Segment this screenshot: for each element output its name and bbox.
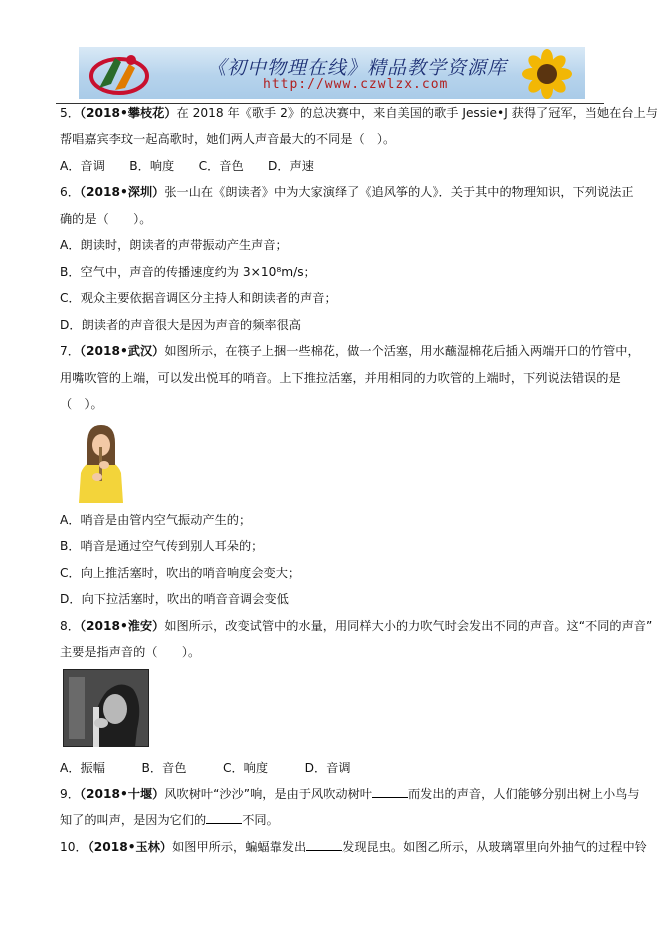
q7-text-3: （ ）。 (60, 397, 103, 411)
q7-option-d: D．向下拉活塞时，吹出的哨音音调会变低 (60, 592, 289, 606)
q9-line1 (60, 786, 640, 802)
q6-number: 6． (60, 185, 80, 199)
q6-line1 (60, 184, 634, 200)
q6-option-d: D．朗读者的声音很大是因为声音的频率很高 (60, 318, 301, 332)
test-tube-blowing-photo (63, 669, 149, 747)
q8-text-1: 如图所示，改变试管中的水量，用同样大小的力吹气时会发出不同的声音。这“不同的声音” (164, 619, 653, 633)
logo-icon (85, 50, 151, 96)
q6-text-2: 确的是（ ）。 (60, 212, 152, 226)
q10-number: 10． (60, 840, 88, 854)
q8-text-2: 主要是指声音的（ ）。 (60, 645, 201, 659)
q9-blank-1 (372, 786, 408, 798)
q9-source: （2018•十堰） (79, 787, 165, 801)
q7-option-b: B．哨音是通过空气传到别人耳朵的； (60, 539, 264, 553)
q7-number: 7． (60, 344, 80, 358)
q10-text-1b: 发现昆虫。如图乙所示，从玻璃罩里向外抽气的过程中铃 (342, 840, 647, 854)
q10-source: （2018•玉林） (87, 840, 173, 854)
q9-text-2a: 知了的叫声，是因为它们的 (60, 813, 207, 827)
q7-source: （2018•武汉） (79, 344, 165, 358)
q7-option-c: C．向上推活塞时，吹出的哨音响度会变大； (60, 566, 301, 580)
q8-source: （2018•淮安） (79, 619, 165, 633)
q6-option-a: A．朗读时，朗读者的声带振动产生声音； (60, 238, 288, 252)
q9-text-1b: 而发出的声音，人们能够分别出树上小鸟与 (407, 787, 640, 801)
header-banner (79, 47, 585, 99)
q6-option-b: B．空气中，声音的传播速度约为 3×10⁸m/s； (60, 265, 316, 279)
q9-text-1a: 风吹树叶“沙沙”响，是由于风吹动树叶 (164, 787, 372, 801)
q5-text-2: 帮唱嘉宾李玟一起高歌时，她们两人声音最大的不同是（ ）。 (60, 132, 396, 146)
q5-text-1: 在 2018 年《歌手 2》的总决赛中，来自美国的歌手 Jessie•J 获得了冠军，当她在台上与 (176, 106, 658, 120)
q9-blank-2 (206, 812, 242, 824)
q9-text-2b: 不同。 (242, 813, 279, 827)
girl-blowing-pipe-image (73, 421, 129, 503)
q8-number: 8． (60, 619, 80, 633)
q6-option-c: C．观众主要依据音调区分主持人和朗读者的声音； (60, 291, 337, 305)
q7-option-a: A．哨音是由管内空气振动产生的； (60, 513, 252, 527)
q8-line1 (60, 618, 652, 634)
q5-line1 (60, 105, 658, 121)
q10-blank-1 (306, 839, 342, 851)
banner-url: http://www.czwlzx.com (263, 77, 449, 92)
q6-text-1: 张一山在《朗读者》中为大家演绎了《追风筝的人》．关于其中的物理知识，下列说法正 (164, 185, 634, 199)
q9-line2 (60, 812, 279, 828)
q10-line1 (60, 839, 647, 855)
q5-options: A．音调 B．响度 C．音色 D．声速 (60, 159, 314, 173)
q6-source: （2018•深圳） (79, 185, 165, 199)
header-rule (56, 103, 604, 104)
banner-title: 《初中物理在线》精品教学资源库 (207, 57, 508, 79)
sunflower-icon (513, 49, 581, 99)
q7-line1 (60, 343, 640, 359)
q5-number: 5． (60, 106, 80, 120)
q10-text-1a: 如图甲所示，蝙蝠靠发出 (172, 840, 307, 854)
q8-options: A．振幅 B．音色 C．响度 D．音调 (60, 761, 351, 775)
q7-text-1: 如图所示，在筷子上捆一些棉花，做一个活塞，用水蘸湿棉花后插入两端开口的竹管中， (164, 344, 640, 358)
q5-source: （2018•攀枝花） (79, 106, 177, 120)
q9-number: 9． (60, 787, 80, 801)
q7-text-2: 用嘴吹管的上端，可以发出悦耳的哨音。上下推拉活塞，并用相同的力吹管的上端时，下列说法错误的是 (60, 371, 621, 385)
